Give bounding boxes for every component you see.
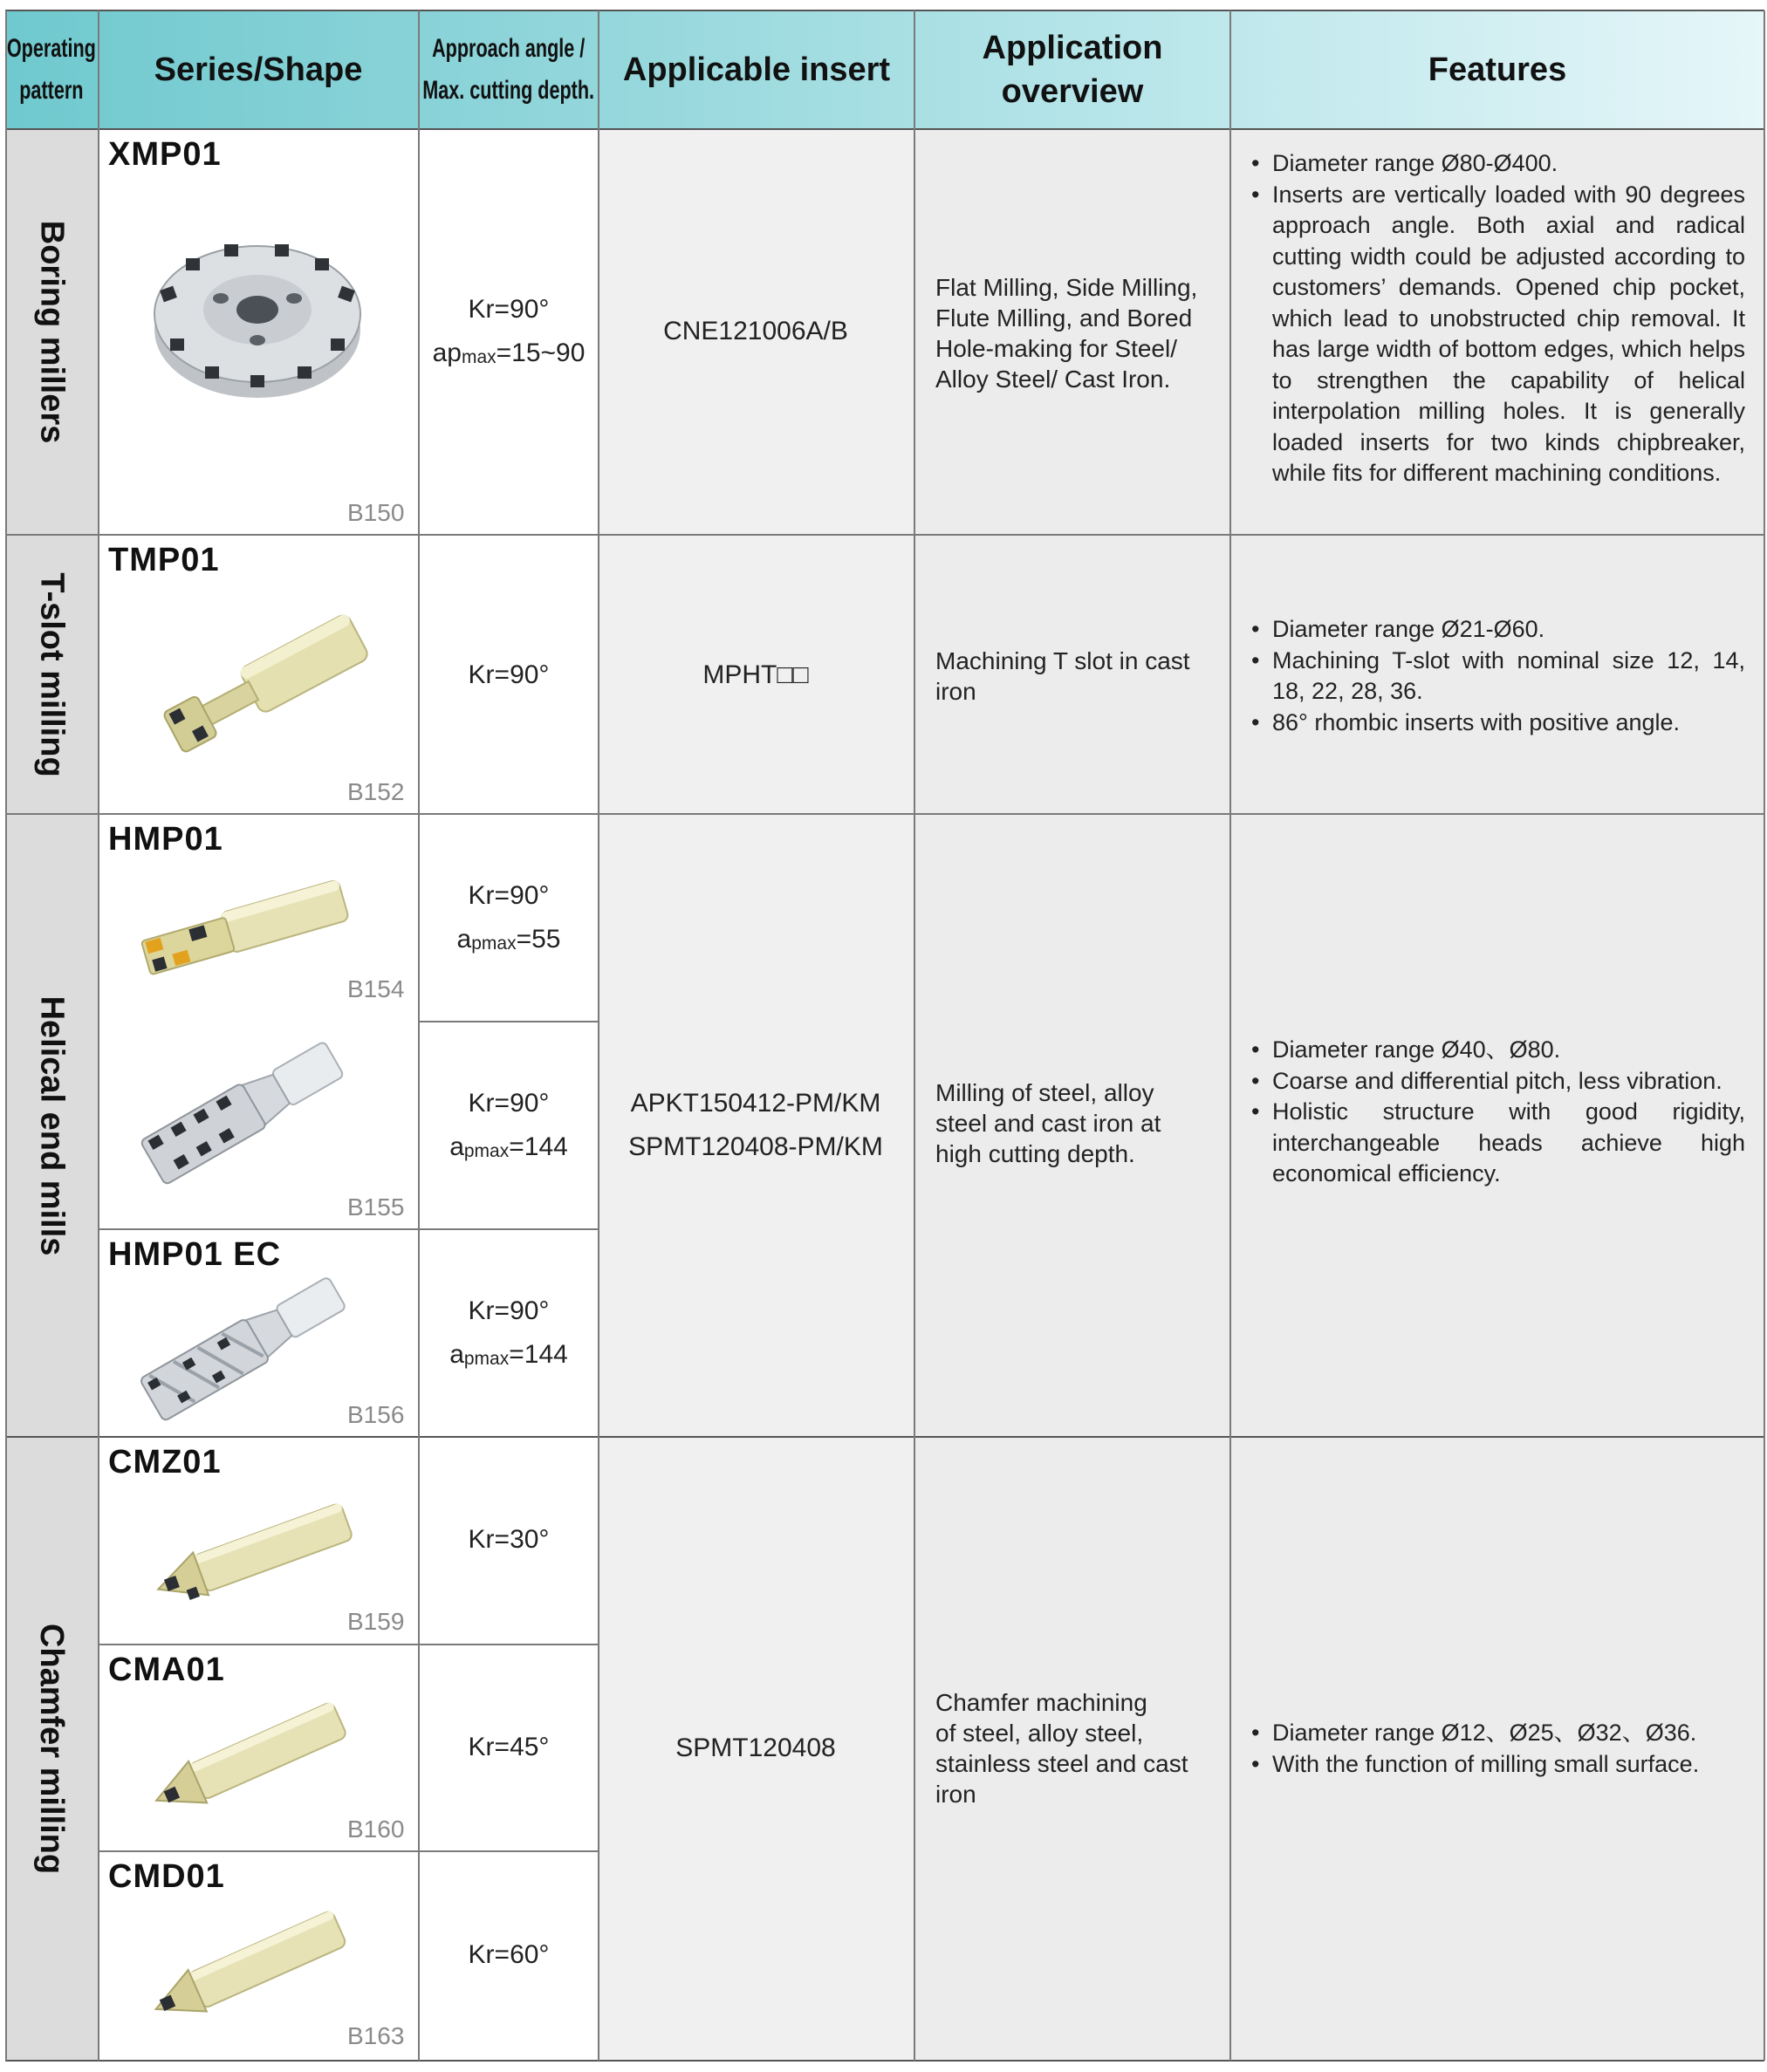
series-name-tmp01: TMP01	[108, 542, 220, 578]
header-applicable-insert: Applicable insert	[622, 51, 891, 88]
series-name-hmp01-ec: HMP01 EC	[108, 1236, 282, 1273]
divider	[5, 128, 1764, 130]
page-ref-b163: B163	[347, 2022, 405, 2049]
page-ref-b150: B150	[347, 499, 405, 526]
insert-xmp01: CNE121006A/B	[663, 317, 848, 345]
features-chamfer: • Diameter range Ø12、Ø25、Ø32、Ø36. • With the function of milling small surface.	[1248, 1718, 1745, 1780]
divider	[5, 1436, 1764, 1438]
divider	[5, 813, 1764, 815]
overview-chamfer: Chamfer machining of steel, alloy steel, stainless steel and cast iron	[935, 1689, 1188, 1808]
divider	[98, 1228, 599, 1230]
divider	[1764, 10, 1765, 2061]
divider	[5, 534, 1764, 536]
page-ref-b160: B160	[347, 1816, 405, 1843]
features-tmp01: • Diameter range Ø21-Ø60. • Machining T-slot with nominal size 12, 14, 18, 22, 28, 36. • 86° rhombic inserts with positive angle.	[1248, 614, 1745, 738]
header-features: Features	[1428, 51, 1567, 88]
divider	[98, 1644, 599, 1645]
cmd01-chamfer-mill-image	[131, 1893, 358, 2050]
hmp01-long-end-mill-image	[122, 1029, 366, 1195]
page-ref-b155: B155	[347, 1193, 405, 1221]
page-ref-b156: B156	[347, 1401, 405, 1428]
xmp01-face-mill-image	[144, 227, 371, 401]
hmp01-end-mill-image	[131, 872, 358, 995]
pattern-boring-millers: Boring millers	[5, 129, 98, 535]
angle-cmd01: Kr=60°	[468, 1940, 550, 1969]
overview-xmp01: Flat Milling, Side Milling, Flute Milling, and Bored Hole-making for Steel/ Alloy Steel/ Cast Iron.	[935, 274, 1198, 393]
header-operating-pattern: Operating pattern	[6, 34, 97, 105]
angle-tmp01: Kr=90°	[468, 660, 550, 689]
divider	[98, 10, 99, 2061]
angle-hmp01-ec: Kr=90° $a_{pmax}=144$	[449, 1296, 568, 1369]
angle-cmz01: Kr=30°	[468, 1525, 550, 1554]
series-name-xmp01: XMP01	[108, 136, 222, 173]
series-name-cmd01: CMD01	[108, 1858, 225, 1895]
insert-tmp01: MPHT□□	[702, 660, 809, 689]
divider	[98, 1850, 599, 1852]
page-ref-b154: B154	[347, 975, 405, 1002]
divider	[1229, 10, 1231, 2061]
page-ref-b152: B152	[347, 778, 405, 805]
angle-hmp01-a: Kr=90° $a_{pmax}=55$	[456, 881, 561, 954]
series-name-cma01: CMA01	[108, 1651, 225, 1688]
header-application-overview: Application overview	[982, 30, 1163, 110]
divider	[5, 10, 7, 2061]
header-series-shape: Series/Shape	[154, 51, 363, 88]
page-ref-b159: B159	[347, 1608, 405, 1635]
cma01-chamfer-mill-image	[131, 1688, 358, 1836]
insert-hmp01: APKT150412-PM/KM SPMT120408-PM/KM	[628, 1089, 883, 1161]
features-xmp01: • Diameter range Ø80-Ø400. • Inserts are vertically loaded with 90 degrees approach angle. Both axial and radical cutting width could be adjusted according to customers’ demands. Opened chip pocket, which lead to unobstructed chip removal. It has large width of bottom edges, which helps to strengthen the capability of helical interpolation milling holes. It is generally loaded inserts for two kinds chipbreaker, while fits for different machining conditions.	[1248, 148, 1745, 489]
divider	[419, 1021, 599, 1022]
series-name-cmz01: CMZ01	[108, 1444, 222, 1480]
header-approach-angle: Approach angle / Max. cutting depth.	[422, 34, 595, 105]
overview-hmp01: Milling of steel, alloy steel and cast iron at high cutting depth.	[935, 1079, 1161, 1167]
pattern-t-slot-milling: T-slot milling	[5, 535, 98, 814]
hmp01-ec-end-mill-image	[122, 1274, 366, 1422]
angle-hmp01-b: Kr=90° $a_{pmax}=144$	[449, 1089, 568, 1161]
pattern-chamfer-milling: Chamfer milling	[5, 1437, 98, 2061]
angle-cma01: Kr=45°	[468, 1733, 550, 1761]
tmp01-t-slot-cutter-image	[153, 611, 380, 759]
features-hmp01: • Diameter range Ø40、Ø80. • Coarse and differential pitch, less vibration. • Holistic structure with good rigidity, interchangeable heads achieve high economical efficiency.	[1248, 1035, 1745, 1190]
cmz01-chamfer-mill-image	[135, 1483, 362, 1631]
pattern-helical-end-mills: Helical end mills	[5, 814, 98, 1437]
divider	[914, 10, 915, 2061]
overview-tmp01: Machining T slot in cast iron	[935, 647, 1190, 705]
divider	[5, 2060, 1764, 2062]
divider	[5, 10, 1764, 11]
series-name-hmp01: HMP01	[108, 821, 223, 858]
angle-xmp01: Kr=90° $ap_{max}=15\sim 90$	[432, 295, 586, 367]
insert-chamfer: SPMT120408	[675, 1734, 836, 1762]
